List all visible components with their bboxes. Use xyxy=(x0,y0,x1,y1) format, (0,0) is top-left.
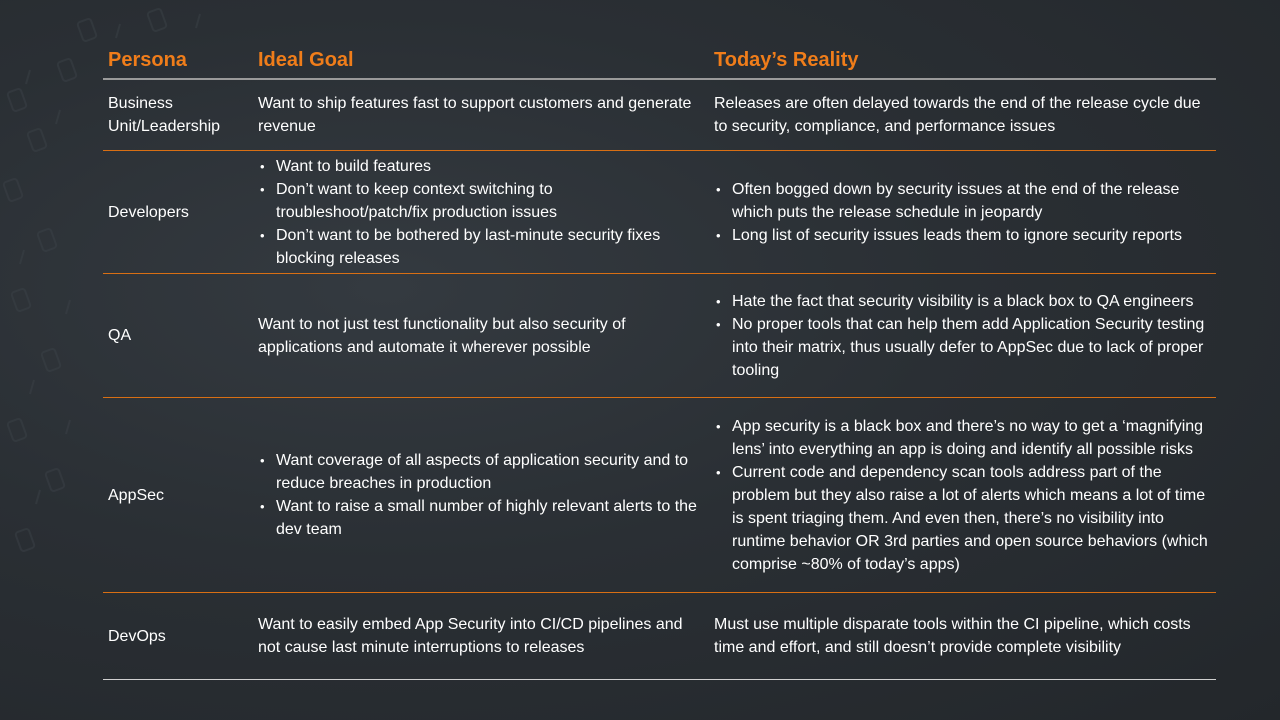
table-row xyxy=(103,398,1216,593)
list-item: • Don’t want to be bothered by last-minute security fixes blocking releases xyxy=(258,224,709,270)
reality-cell xyxy=(709,274,1216,398)
reality-bullet-list xyxy=(714,290,1216,382)
header-persona: Persona xyxy=(103,40,253,79)
goal-cell xyxy=(253,151,709,274)
header-reality: Today’s Reality xyxy=(709,40,1216,79)
goal-cell: Want to not just test functionality but also security of applications and automate it wherever possible xyxy=(253,274,709,398)
persona-cell: AppSec xyxy=(103,398,253,593)
goal-bullet-list xyxy=(258,155,709,270)
goal-cell xyxy=(253,398,709,593)
list-item: • Don’t want to keep context switching to troubleshoot/patch/fix production issues xyxy=(258,178,709,224)
reality-bullet-list xyxy=(714,178,1216,247)
persona-cell: Developers xyxy=(103,151,253,274)
list-item: • Long list of security issues leads them to ignore security reports xyxy=(714,224,1216,247)
persona-table xyxy=(103,40,1216,680)
list-item: • Often bogged down by security issues at the end of the release which puts the release schedule in jeopardy xyxy=(714,178,1216,224)
list-item: • Want to build features xyxy=(258,155,709,178)
persona-cell: QA xyxy=(103,274,253,398)
list-item: • App security is a black box and there’s no way to get a ‘magnifying lens’ into everything an app is doing and identify all possible risks xyxy=(714,415,1216,461)
table-header-row xyxy=(103,40,1216,79)
reality-cell xyxy=(709,398,1216,593)
reality-cell xyxy=(709,151,1216,274)
list-item: • Hate the fact that security visibility is a black box to QA engineers xyxy=(714,290,1216,313)
table-row xyxy=(103,274,1216,398)
list-item: • Want to raise a small number of highly relevant alerts to the dev team xyxy=(258,495,709,541)
persona-cell: Business Unit/Leadership xyxy=(103,79,253,151)
list-item: • Want coverage of all aspects of application security and to reduce breaches in production xyxy=(258,449,709,495)
goal-bullet-list xyxy=(258,449,709,541)
table-row xyxy=(103,151,1216,274)
reality-cell: Releases are often delayed towards the end of the release cycle due to security, compliance, and performance issues xyxy=(709,79,1216,151)
header-ideal-goal: Ideal Goal xyxy=(253,40,709,79)
table-row xyxy=(103,593,1216,680)
reality-cell: Must use multiple disparate tools within the CI pipeline, which costs time and effort, and still doesn’t provide complete visibility xyxy=(709,593,1216,680)
list-item: • Current code and dependency scan tools address part of the problem but they also raise a lot of alerts which means a lot of time is spent triaging them. And even then, there’s no visibility into runtime behavior OR 3rd parties and open source behaviors (which comprise ~80% of today’s apps) xyxy=(714,461,1216,576)
table-row xyxy=(103,79,1216,151)
persona-table-slide xyxy=(103,40,1216,680)
persona-cell: DevOps xyxy=(103,593,253,680)
reality-bullet-list xyxy=(714,415,1216,576)
goal-cell: Want to ship features fast to support customers and generate revenue xyxy=(253,79,709,151)
list-item: • No proper tools that can help them add Application Security testing into their matrix, thus usually defer to AppSec due to lack of proper tooling xyxy=(714,313,1216,382)
goal-cell: Want to easily embed App Security into CI/CD pipelines and not cause last minute interruptions to releases xyxy=(253,593,709,680)
